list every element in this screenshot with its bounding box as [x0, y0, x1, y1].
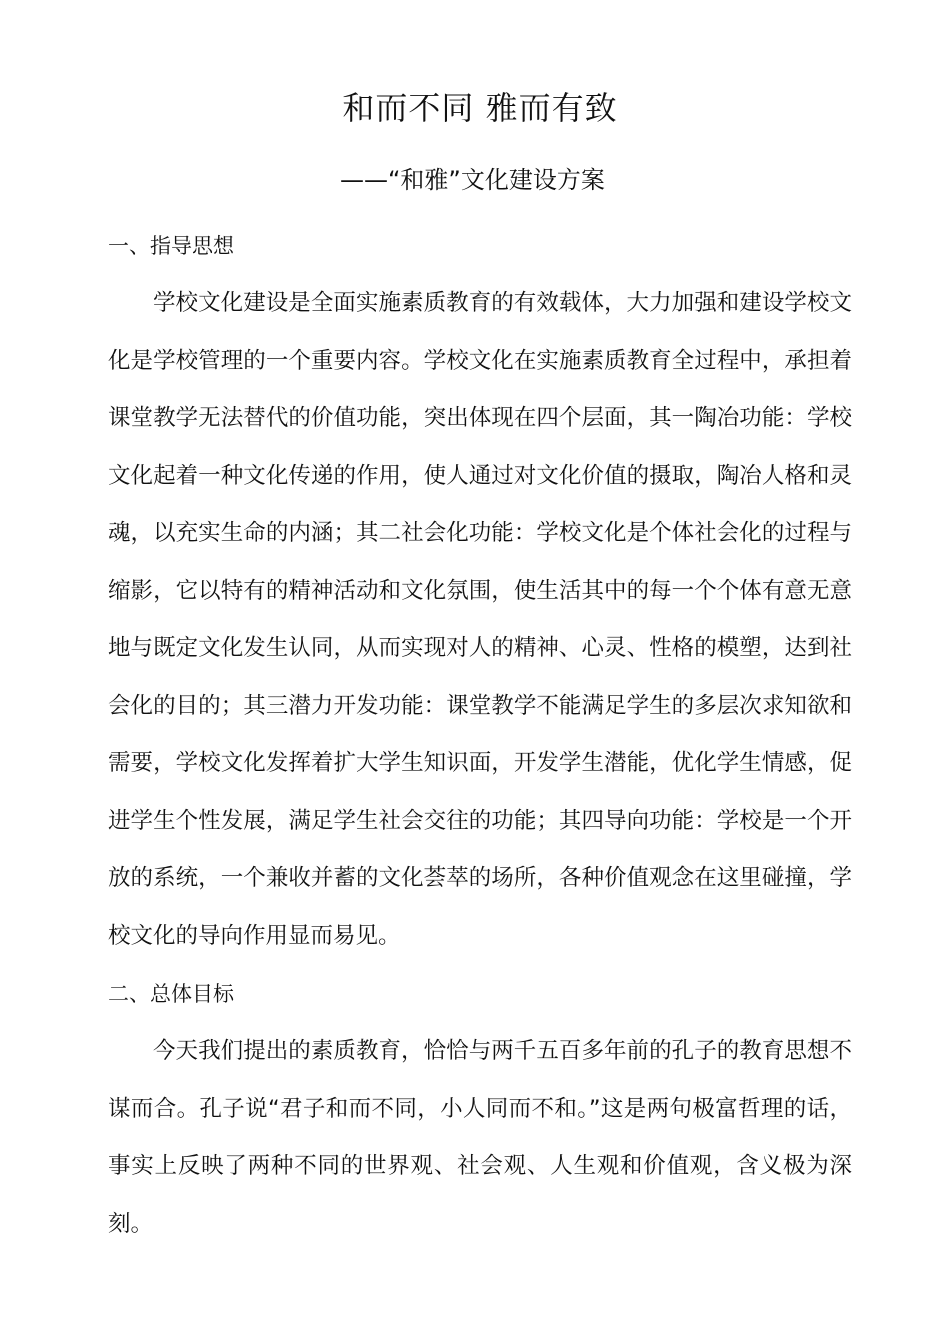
section-paragraph-guiding-ideology: 学校文化建设是全面实施素质教育的有效载体，大力加强和建设学校文化是学校管理的一个重要内容。学校文化在实施素质教育全过程中，承担着课堂教学无法替代的价值功能，突出体现在四个层面，其一陶冶功能：学校文化起着一种文化传递的作用，使人通过对文化价值的摄取，陶冶人格和灵魂，以充实生命的内涵；其二社会化功能：学校文化是个体社会化的过程与缩影，它以特有的精神活动和文化氛围，使生活其中的每一个个体有意无意地与既定文化发生认同，从而实现对人的精神、心灵、性格的模塑，达到社会化的目的；其三潜力开发功能：课堂教学不能满足学生的多层次求知欲和需要，学校文化发挥着扩大学生知识面，开发学生潜能，优化学生情感，促进学生个性发展，满足学生社会交往的功能；其四导向功能：学校是一个开放的系统，一个兼收并蓄的文化荟萃的场所，各种价值观念在这里碰撞，学校文化的导向作用显而易见。 [108, 290, 852, 949]
document-title: 和而不同 雅而有致 [342, 89, 618, 127]
section-paragraph-overall-goal: 今天我们提出的素质教育，恰恰与两千五百多年前的孔子的教育思想不谋而合。孔子说“君子和而不同，小人同而不和。”这是两句极富哲理的话，事实上反映了两种不同的世界观、社会观、人生观和价值观，含义极为深刻。 [108, 1038, 852, 1237]
section-heading-guiding-ideology: 一、指导思想 [108, 234, 234, 258]
document-subtitle: ——“和雅”文化建设方案 [340, 166, 605, 194]
section-heading-overall-goal: 二、总体目标 [108, 982, 234, 1006]
